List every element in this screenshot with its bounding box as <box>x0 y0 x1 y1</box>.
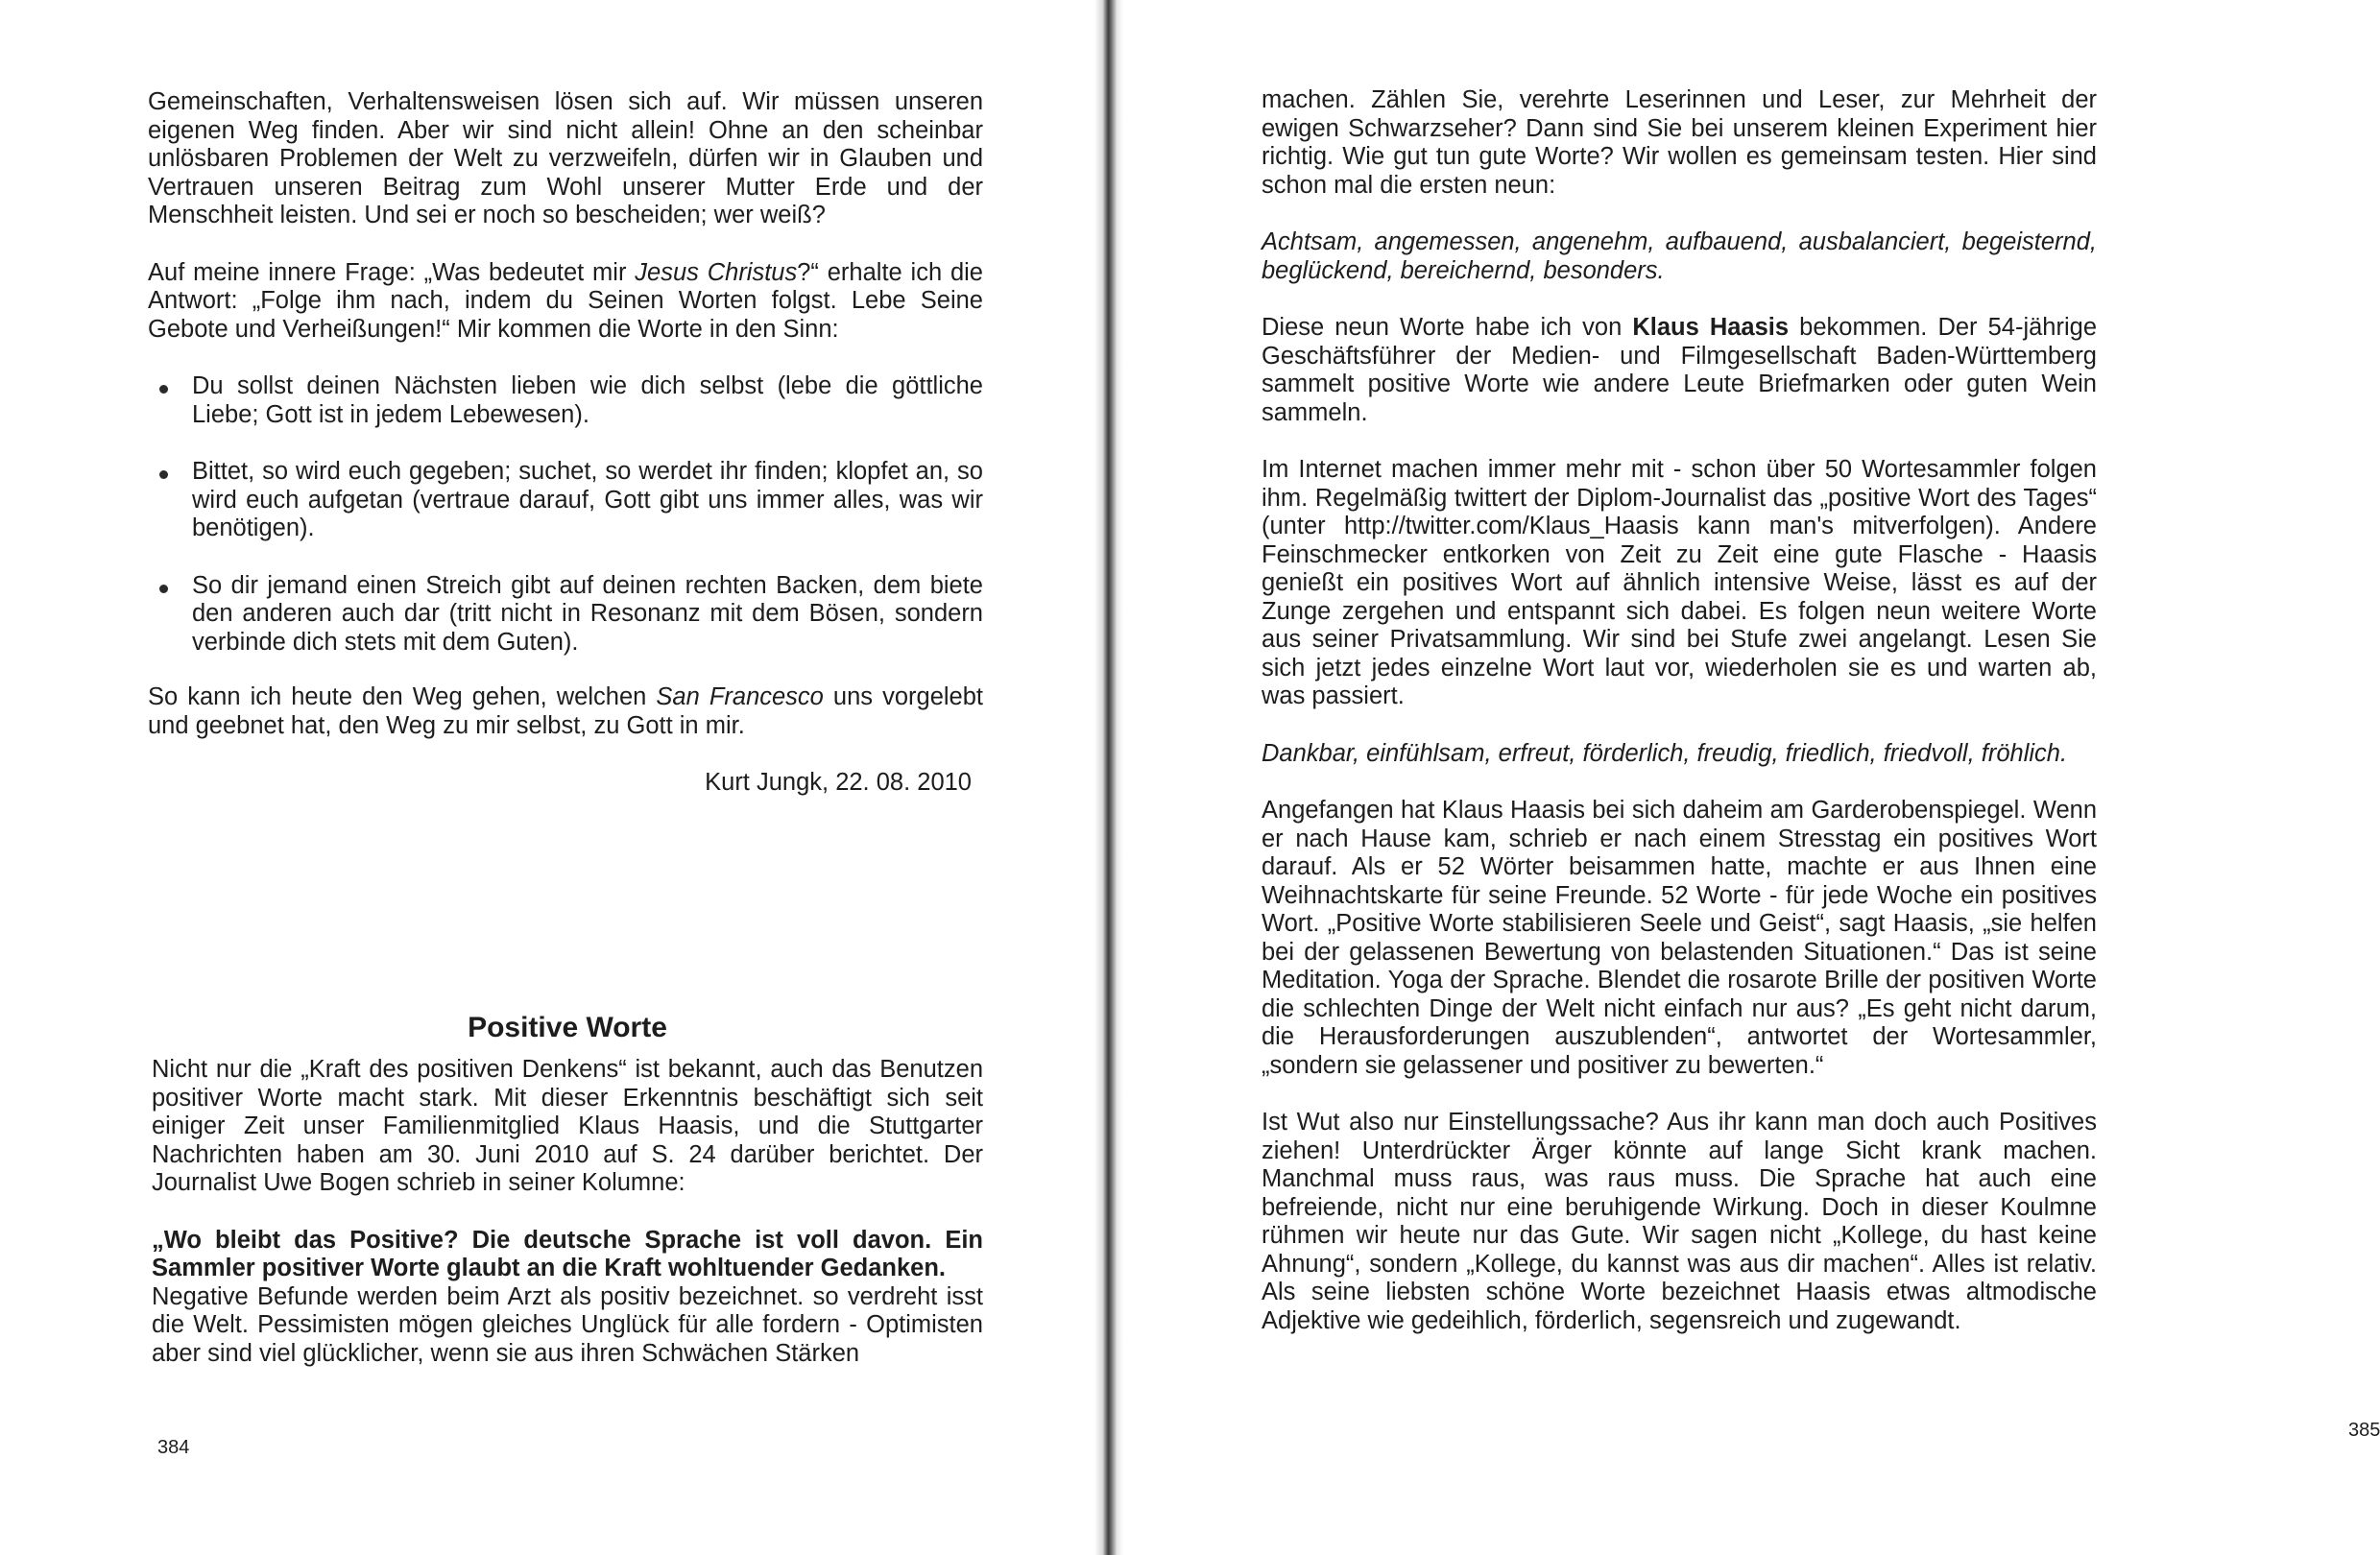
column-lead: „Wo bleibt das Positive? Die deutsche Sprache ist voll davon. Ein Sammler positiver Worte glaubt an die Kraft wohltuender Gedanken. <box>152 1226 983 1281</box>
left-paragraph-3 <box>148 683 983 740</box>
right-paragraph-5: Ist Wut also nur Einstellungssache? Aus ihr kann man doch auch Positives ziehen! Unterdrückter Ärger könnte auf lange Sicht krank machen. Manchmal muss raus, was raus muss. Die Sprache hat auch eine befreiende, nicht nur eine beruhigende Wirkung. Doch in dieser Koulmne rühmen wir heute nur das Gute. Wir sagen nicht „Kollege, du hast keine Ahnung“, sondern „Kollege, du kannst was aus dir machen“. Alles ist relativ. Als seine liebsten schöne Worte bezeichnet Haasis etwas altmodische Adjektive wie gedeihlich, förderlich, segensreich und zugewandt. <box>1262 1109 2097 1334</box>
left-paragraph-3-text-b: uns vorgelebt und geebnet hat, den Weg zu mir selbst, zu Gott in mir. <box>148 683 983 739</box>
bullet-list <box>148 372 983 657</box>
right-page <box>1116 0 2380 1555</box>
bullet-item-1 <box>148 372 983 429</box>
section-title: Positive Worte <box>468 1012 667 1043</box>
left-column <box>148 88 983 798</box>
bullet-dot-icon <box>159 585 168 593</box>
bullet-dot-icon <box>159 470 168 479</box>
right-paragraph-2 <box>1262 314 2097 427</box>
bullet-dot-icon <box>159 385 168 394</box>
word-list-2: Dankbar, einfühlsam, erfreut, förderlich, freudig, friedlich, friedvoll, fröhlich. <box>1262 739 2068 767</box>
left-paragraph-2-text-b: ?“ erhalte ich die Antwort: „Folge ihm nach, indem du Seinen Worten folgst. Lebe Seine Gebote und Verheißungen!“ Mir kommen die Worte in den Sinn: <box>148 258 983 343</box>
right-paragraph-3: Im Internet machen immer mehr mit - schon über 50 Wortesammler folgen ihm. Regelmäßig twittert der Diplom-Journalist das „positive Wort des Tages“ (unter http://twitter.com/Klaus_Haasis kann man's mitverfolgen). Andere Feinschmecker entkorken von Zeit zu Zeit eine gute Flasche - Haasis genießt ein positives Wort auf ähnlich intensive Weise, lässt es auf der Zunge zergehen und entspannt sich dabei. Es folgen neun weitere Worte aus seiner Privatsammlung. Wir sind bei Stufe zwei angelangt. Lesen Sie sich jetzt jedes einzelne Wort laut vor, wiederholen sie es und warten ab, was passiert. <box>1262 456 2097 709</box>
right-column <box>1262 86 2097 1335</box>
left-paragraph-3-italic: San Francesco <box>656 683 824 710</box>
bullet-text: Du sollst deinen Nächsten lieben wie dich selbst (lebe die göttliche Liebe; Gott ist in jedem Lebewesen). <box>192 372 983 428</box>
left-paragraph-4: Nicht nur die „Kraft des positiven Denkens“ ist bekannt, auch das Benutzen positiver Worte macht stark. Mit dieser Erkenntnis beschäftigt sich seit einiger Zeit unser Familienmitglied Klaus Haasis, und die Stuttgarter Nachrichten haben am 30. Juni 2010 auf S. 24 darüber berichtet. Der Journalist Uwe Bogen schrieb in seiner Kolumne: <box>152 1056 983 1196</box>
left-paragraph-1: Gemeinschaften, Verhaltensweisen lösen sich auf. Wir müssen unseren eigenen Weg finden. Aber wir sind nicht allein! Ohne an den scheinbar unlösbaren Problemen der Welt zu verzweifeln, dürfen wir in Glauben und Vertrauen unseren Beitrag zum Wohl unserer Mutter Erde und der Menschheit leisten. Und sei er noch so bescheiden; wer weiß? <box>148 88 983 228</box>
left-paragraph-5: Negative Befunde werden beim Arzt als positiv bezeichnet. so verdreht isst die Welt. Pessimisten mögen gleiches Unglück für alle fordern - Optimisten aber sind viel glücklicher, wenn sie aus ihren Schwächen Stärken <box>152 1282 983 1367</box>
right-paragraph-1: machen. Zählen Sie, verehrte Leserinnen und Leser, zur Mehrheit der ewigen Schwarzseher? Dann sind Sie bei unserem kleinen Experiment hier richtig. Wie gut tun gute Worte? Wir wollen es gemeinsam testen. Hier sind schon mal die ersten neun: <box>1262 86 2097 199</box>
left-paragraph-2-text-a: Auf meine innere Frage: „Was bedeutet mir <box>148 258 636 286</box>
bullet-item-2 <box>148 458 983 543</box>
signature: Kurt Jungk, 22. 08. 2010 <box>705 769 972 796</box>
bullet-text: Bittet, so wird euch gegeben; suchet, so werdet ihr finden; klopfet an, so wird euch aufgetan (vertraue darauf, Gott gibt uns immer alles, was wir benötigen). <box>192 458 983 541</box>
right-paragraph-4: Angefangen hat Klaus Haasis bei sich daheim am Garderobenspiegel. Wenn er nach Hause kam, schrieb er nach einem Stresstag ein positives Wort darauf. Als er 52 Wörter beisammen hatte, machte er aus Ihnen eine Weihnachtskarte für seine Freunde. 52 Worte - für jede Woche ein positives Wort. „Positive Worte stabilisieren Seele und Geist“, sagt Haasis, „sie helfen bei der gelassenen Bewertung von belastenden Situationen.“ Das ist seine Meditation. Yoga der Sprache. Blendet die rosarote Brille der positiven Worte die schlechten Dinge der Welt nicht einfach nur aus? „Es geht nicht darum, die Herausforderungen auszublenden“, antwortet der Wortesammler, „sondern sie gelassener und positiver zu bewerten.“ <box>1262 797 2097 1079</box>
right-paragraph-2-text-a: Diese neun Worte habe ich von <box>1262 314 1633 341</box>
word-list-1: Achtsam, angemessen, angenehm, aufbauend, ausbalanciert, begeisternd, beglückend, bereichernd, besonders. <box>1262 228 2097 284</box>
bullet-text: So dir jemand einen Streich gibt auf deinen rechten Backen, dem biete den anderen auch dar (tritt nicht in Resonanz mit dem Bösen, sondern verbinde dich stets mit dem Guten). <box>192 571 983 656</box>
right-paragraph-2-bold-name: Klaus Haasis <box>1632 314 1790 341</box>
left-paragraph-2 <box>148 259 983 345</box>
page-number-left: 384 <box>157 1437 190 1458</box>
bullet-item-3 <box>148 572 983 658</box>
page-number-right: 385 <box>2348 1420 2380 1441</box>
right-paragraph-2-text-b: bekommen. Der 54-jährige Geschäftsführer der Medien- und Filmgesellschaft Baden-Württemberg sammelt positive Worte wie andere Leute Briefmarken oder guten Wein sammeln. <box>1262 314 2098 426</box>
left-page <box>0 0 1102 1555</box>
left-paragraph-3-text-a: So kann ich heute den Weg gehen, welchen <box>148 683 657 710</box>
positive-worte-section <box>152 1012 983 1368</box>
left-paragraph-2-italic: Jesus Christus <box>635 258 798 286</box>
